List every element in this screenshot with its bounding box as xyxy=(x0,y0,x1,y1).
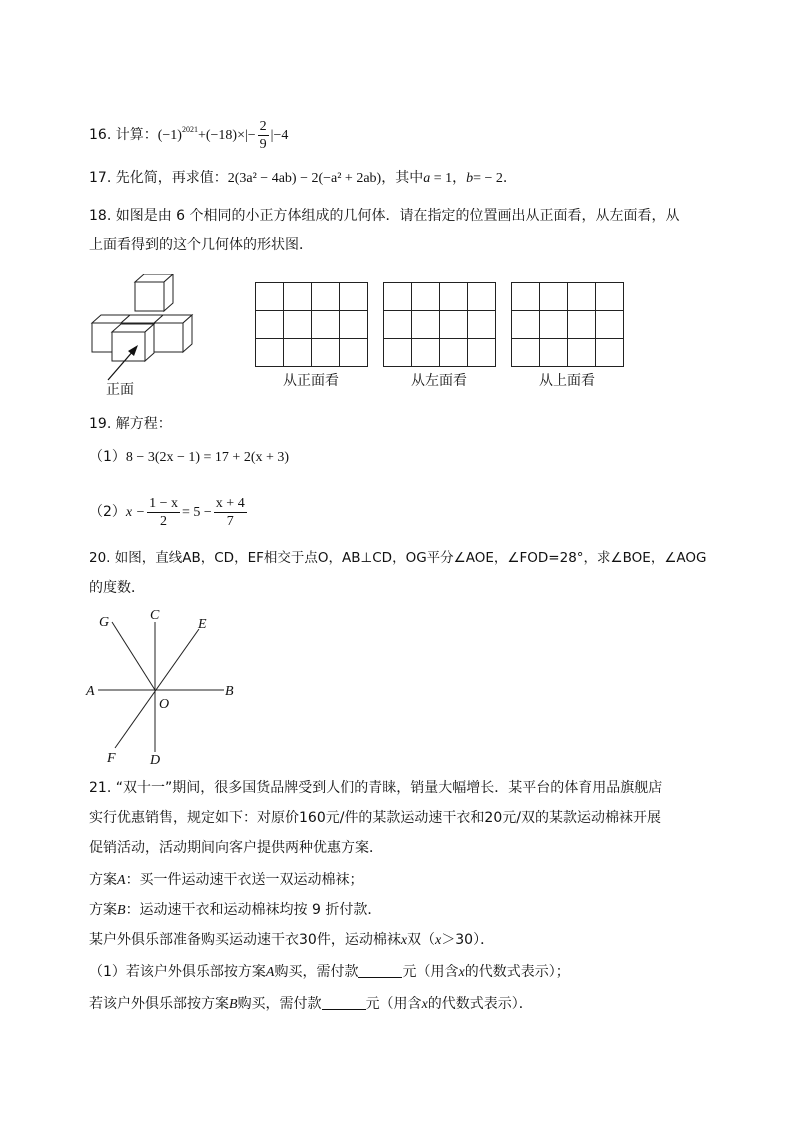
q16-term1: (−1) xyxy=(157,128,182,143)
q21-line8-text1: 若该户外俱乐部按方案 xyxy=(89,996,229,1012)
q16-fraction xyxy=(258,118,269,153)
q21-plan-a-text: ：买一件运动速干衣送一双运动棉袜； xyxy=(125,872,364,888)
q19-title: 19. 解方程： xyxy=(89,416,172,432)
q19-fraction2-num: x + 4 xyxy=(215,495,245,511)
q21-line3: 促销活动，活动期间向客户提供两种优惠方案． xyxy=(89,840,383,856)
q16-fraction-den: 9 xyxy=(259,136,267,152)
label-c: C xyxy=(150,608,160,623)
answer-blank-plan-a[interactable] xyxy=(358,963,402,978)
label-g: G xyxy=(99,615,110,630)
q21-plan-a xyxy=(89,870,364,891)
q18-line1: 18. 如图是由 6 个相同的小正方体组成的几何体．请在指定的位置画出从正面看，从左面看，从 xyxy=(89,208,680,224)
q21-line8-text2: 购买，需付款 xyxy=(237,996,322,1012)
q21-line7-text1: （1）若该户外俱乐部按方案 xyxy=(89,964,266,980)
q20-line1: 20. 如图，直线AB，CD，EF相交于点O，AB⊥CD，OG平分∠AOE，∠FOD=28°，求∠BOE，∠AOG xyxy=(89,550,707,566)
q17-text1: 先化简，再求值： xyxy=(115,170,228,186)
q19-fraction1-num: 1 − x xyxy=(149,495,178,511)
q21-line7-plan: A xyxy=(265,965,275,980)
q21-line8-text4: 的代数式表示）． xyxy=(427,996,533,1012)
q21-line8-var: x xyxy=(421,997,428,1012)
q18-line2: 上面看得到的这个几何体的形状图． xyxy=(89,237,313,253)
label-e: E xyxy=(198,617,207,632)
q21-plan-b-letter: B xyxy=(117,903,126,918)
lines-figure xyxy=(84,604,244,770)
q21-line6-var: x xyxy=(400,933,408,948)
q17-var-b: b xyxy=(466,171,474,186)
q16-term3: |−4 xyxy=(270,128,289,143)
q21-line2: 实行优惠销售，规定如下：对原价160元/件的某款运动速干衣和20元/双的某款运动棉袜开展 xyxy=(89,810,661,826)
q17-number: 17. xyxy=(89,170,116,186)
q19-part2-label: （2） xyxy=(89,504,126,520)
q21-line6 xyxy=(89,930,494,951)
q21-plan-b xyxy=(89,900,381,921)
q21-line7-text4: 的代数式表示）； xyxy=(464,964,570,980)
q17 xyxy=(89,168,507,189)
q16-number: 16. xyxy=(89,127,116,143)
q21-line6-text2: 双（ xyxy=(407,932,436,948)
q21-line8-plan: B xyxy=(229,997,238,1012)
front-arrow xyxy=(104,340,144,384)
q17-var-a: a xyxy=(423,171,431,186)
q19-part1 xyxy=(89,447,289,468)
q17-expression: 2(3a² − 4ab) − 2(−a² + 2ab) xyxy=(227,171,382,186)
q21-line6-text1: 某户外俱乐部准备购买运动速干衣30件，运动棉袜 xyxy=(89,932,401,948)
grid-front-view[interactable] xyxy=(255,282,368,367)
label-o: O xyxy=(159,697,170,712)
q21-line8-text3: 元（用含 xyxy=(365,996,422,1012)
q16-label: 计算： xyxy=(115,127,158,143)
q19-part1-label: （1） xyxy=(89,449,126,465)
q21-line7-text2: 购买，需付款 xyxy=(274,964,359,980)
q17-end: . xyxy=(502,170,508,186)
label-f: F xyxy=(107,751,116,766)
q21-line7 xyxy=(89,962,570,983)
q17-b-value: = − 2 xyxy=(473,171,503,186)
label-a: A xyxy=(86,684,95,699)
q21-plan-b-text: ：运动速干衣和运动棉袜均按 9 折付款． xyxy=(125,902,382,918)
caption-top-view: 从上面看 xyxy=(539,373,595,389)
q21-line6-var2: x xyxy=(435,933,442,948)
q20-line2: 的度数． xyxy=(89,580,145,596)
caption-left-view: 从左面看 xyxy=(411,373,467,389)
q21-line7-var: x xyxy=(458,965,465,980)
ray-og xyxy=(112,622,155,690)
q21-line7-text3: 元（用含 xyxy=(402,964,459,980)
cube-top-front-face xyxy=(135,282,164,311)
q21-line1: 21. “双十一”期间，很多国货品牌受到人们的青睐，销量大幅增长．某平台的体育用品旗舰店 xyxy=(89,780,663,796)
q19-part2 xyxy=(89,492,249,532)
q16-fraction-num: 2 xyxy=(259,118,267,134)
label-d: D xyxy=(150,753,161,768)
grid-top-view[interactable] xyxy=(511,282,624,367)
q19-part1-equation: 8 − 3(2x − 1) = 17 + 2(x + 3) xyxy=(125,450,290,465)
q21-line6-text3: ＞30）． xyxy=(441,932,495,948)
q17-text2: ，其中 xyxy=(381,170,424,186)
q19-fraction1-den: 2 xyxy=(160,513,168,529)
q17-a-value: = 1， xyxy=(430,171,467,186)
q21-plan-b-prefix: 方案 xyxy=(89,902,117,918)
q21-line8 xyxy=(89,994,533,1015)
caption-front-view: 从正面看 xyxy=(283,373,339,389)
front-label: 正面 xyxy=(106,382,134,398)
q19-fraction2-den: 7 xyxy=(226,513,234,529)
q19-part2-x: x − xyxy=(125,505,146,520)
q16-term2: +(−18)×|− xyxy=(197,128,256,143)
label-b: B xyxy=(225,684,234,699)
q19-part2-mid: = 5 − xyxy=(182,505,212,520)
q19-part2-fraction1 xyxy=(147,495,180,530)
q16-exponent: 2021 xyxy=(181,125,198,134)
q16 xyxy=(89,112,289,152)
q21-plan-a-prefix: 方案 xyxy=(89,872,117,888)
q19-part2-fraction2 xyxy=(214,495,247,530)
grid-left-view[interactable] xyxy=(383,282,496,367)
q21-plan-a-letter: A xyxy=(117,873,126,888)
answer-blank-plan-b[interactable] xyxy=(322,995,366,1010)
